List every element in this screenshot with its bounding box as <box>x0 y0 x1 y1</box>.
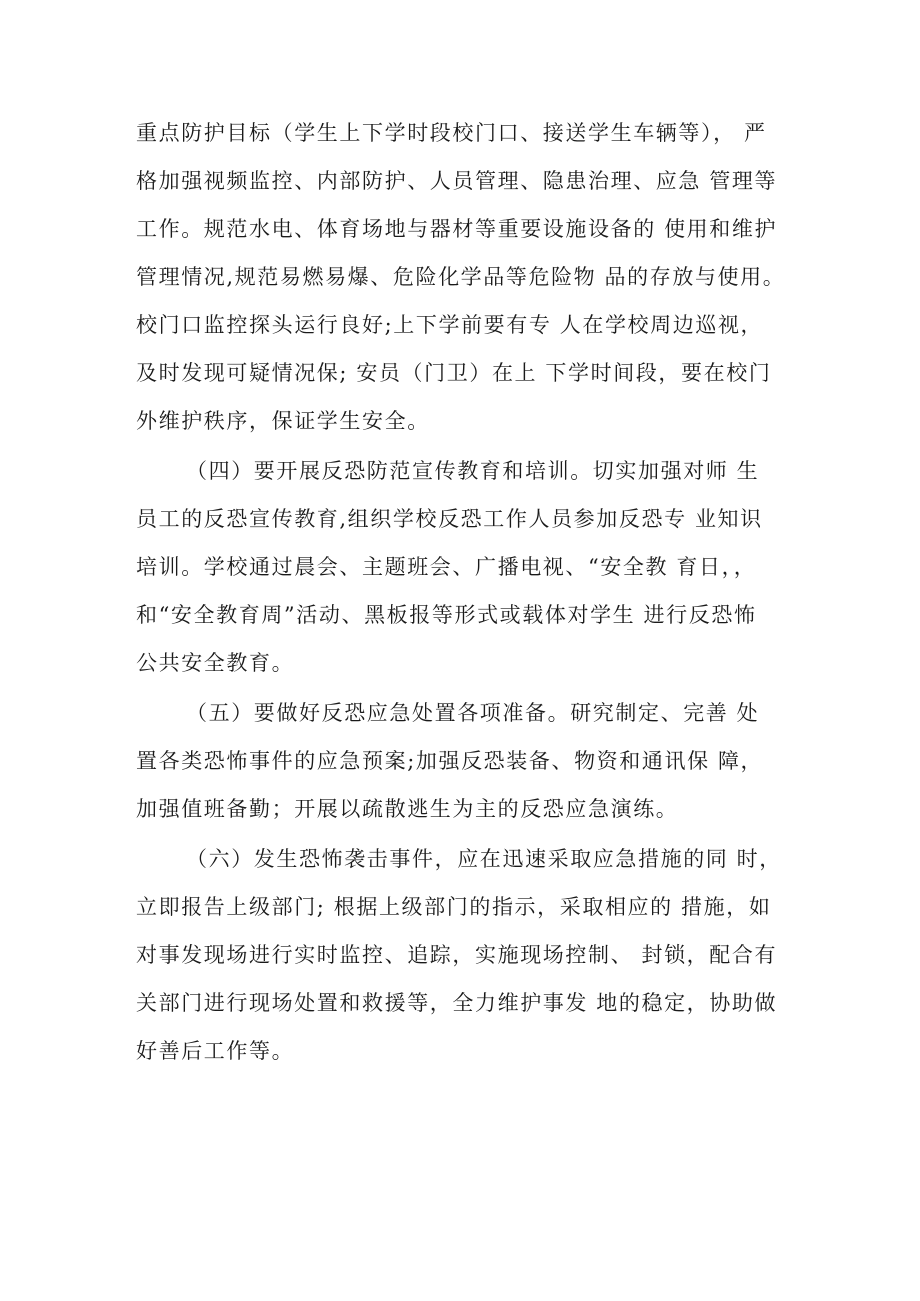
paragraph-2-line-3: 培训。学校通过晨会、主题班会、广播电视、“安全教 育日，， <box>136 555 757 579</box>
paragraph-3-line-2: 置各类恐怖事件的应急预案;加强反恐装备、物资和通讯保 障， <box>136 749 764 773</box>
paragraph-1-line-6: 及时发现可疑情况保; 安员（门卫）在上 下学时间段，要在校门 <box>136 361 772 385</box>
paragraph-4-line-2: 立即报告上级部门; 根据上级部门的指示，采取相应的 措施，如 <box>136 895 772 919</box>
paragraph-4-line-5: 好善后工作等。 <box>136 1039 295 1063</box>
paragraph-1-line-5: 校门口监控探头运行良好;上下学前要有专 人在学校周边巡视， <box>136 313 764 337</box>
paragraph-2-line-1: （四）要开展反恐防范宣传教育和培训。切实加强对师 生 <box>186 459 760 483</box>
paragraph-1-line-7: 外维护秩序，保证学生安全。 <box>136 409 430 433</box>
paragraph-4-line-4: 关部门进行现场处置和救援等，全力维护事发 地的稳定，协助做 <box>136 991 778 1015</box>
paragraph-2-line-5: 公共安全教育。 <box>136 651 295 675</box>
paragraph-1-line-4: 管理情况,规范易燃易爆、危险化学品等危险物 品的存放与使用。 <box>136 265 786 289</box>
paragraph-3-line-1: （五）要做好反恐应急处置各项准备。研究制定、完善 处 <box>186 701 760 725</box>
paragraph-1-line-3: 工作。规范水电、体育场地与器材等重要设施设备的 使用和维护 <box>136 217 778 241</box>
paragraph-4-line-1: （六）发生恐怖袭击事件，应在迅速采取应急措施的同 时， <box>186 847 782 871</box>
paragraph-2-line-4: 和“安全教育周”活动、黑板报等形式或载体对学生 进行反恐怖 <box>136 603 757 627</box>
paragraph-2-line-2: 员工的反恐宣传教育,组织学校反恐工作人员参加反恐专 业知识 <box>136 507 763 531</box>
paragraph-1-line-2: 格加强视频监控、内部防护、人员管理、隐患治理、应急 管理等 <box>136 169 778 193</box>
paragraph-1-line-1: 重点防护目标（学生上下学时段校门口、接送学生车辆等）， 严 <box>136 121 767 145</box>
paragraph-4-line-3: 对事发现场进行实时监控、追踪，实施现场控制、 封锁，配合有 <box>136 943 778 967</box>
paragraph-3-line-3: 加强值班备勤；开展以疏散逃生为主的反恐应急演练。 <box>136 797 679 821</box>
